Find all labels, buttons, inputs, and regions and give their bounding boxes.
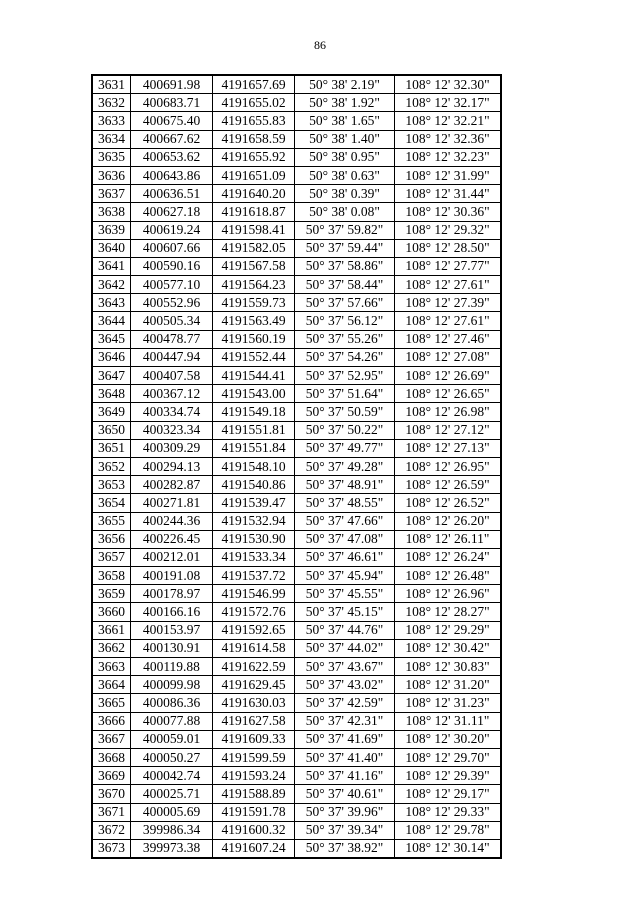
longitude-cell: 108° 12' 27.77" xyxy=(395,257,502,275)
latitude-cell: 50° 37' 48.91" xyxy=(295,476,395,494)
table-row xyxy=(92,730,501,748)
x-coordinate-cell: 400691.98 xyxy=(131,75,213,94)
latitude-cell: 50° 37' 52.95" xyxy=(295,367,395,385)
x-coordinate-cell: 400627.18 xyxy=(131,203,213,221)
table-row xyxy=(92,803,501,821)
latitude-cell: 50° 37' 48.55" xyxy=(295,494,395,512)
point-id-cell: 3632 xyxy=(92,94,131,112)
x-coordinate-cell: 400309.29 xyxy=(131,439,213,457)
latitude-cell: 50° 37' 41.69" xyxy=(295,730,395,748)
longitude-cell: 108° 12' 29.29" xyxy=(395,621,502,639)
y-coordinate-cell: 4191609.33 xyxy=(213,730,295,748)
point-id-cell: 3654 xyxy=(92,494,131,512)
y-coordinate-cell: 4191658.59 xyxy=(213,130,295,148)
table-row xyxy=(92,276,501,294)
y-coordinate-cell: 4191630.03 xyxy=(213,694,295,712)
y-coordinate-cell: 4191614.58 xyxy=(213,639,295,657)
point-id-cell: 3668 xyxy=(92,748,131,766)
point-id-cell: 3637 xyxy=(92,185,131,203)
table-row xyxy=(92,312,501,330)
longitude-cell: 108° 12' 27.08" xyxy=(395,348,502,366)
latitude-cell: 50° 37' 43.67" xyxy=(295,658,395,676)
latitude-cell: 50° 37' 39.34" xyxy=(295,821,395,839)
longitude-cell: 108° 12' 29.17" xyxy=(395,785,502,803)
x-coordinate-cell: 400005.69 xyxy=(131,803,213,821)
table-row xyxy=(92,748,501,766)
longitude-cell: 108° 12' 28.27" xyxy=(395,603,502,621)
longitude-cell: 108° 12' 26.24" xyxy=(395,548,502,566)
y-coordinate-cell: 4191592.65 xyxy=(213,621,295,639)
longitude-cell: 108° 12' 27.13" xyxy=(395,439,502,457)
y-coordinate-cell: 4191543.00 xyxy=(213,385,295,403)
x-coordinate-cell: 400478.77 xyxy=(131,330,213,348)
x-coordinate-cell: 400178.97 xyxy=(131,585,213,603)
point-id-cell: 3663 xyxy=(92,658,131,676)
latitude-cell: 50° 37' 59.44" xyxy=(295,239,395,257)
latitude-cell: 50° 37' 46.61" xyxy=(295,548,395,566)
x-coordinate-cell: 400191.08 xyxy=(131,567,213,585)
point-id-cell: 3642 xyxy=(92,276,131,294)
point-id-cell: 3655 xyxy=(92,512,131,530)
x-coordinate-cell: 400119.88 xyxy=(131,658,213,676)
page-number: 86 xyxy=(314,38,326,52)
point-id-cell: 3649 xyxy=(92,403,131,421)
y-coordinate-cell: 4191546.99 xyxy=(213,585,295,603)
x-coordinate-cell: 400607.66 xyxy=(131,239,213,257)
x-coordinate-cell: 400667.62 xyxy=(131,130,213,148)
y-coordinate-cell: 4191560.19 xyxy=(213,330,295,348)
y-coordinate-cell: 4191640.20 xyxy=(213,185,295,203)
latitude-cell: 50° 37' 54.26" xyxy=(295,348,395,366)
x-coordinate-cell: 399986.34 xyxy=(131,821,213,839)
x-coordinate-cell: 400282.87 xyxy=(131,476,213,494)
x-coordinate-cell: 400323.34 xyxy=(131,421,213,439)
longitude-cell: 108° 12' 26.20" xyxy=(395,512,502,530)
point-id-cell: 3651 xyxy=(92,439,131,457)
y-coordinate-cell: 4191593.24 xyxy=(213,767,295,785)
longitude-cell: 108° 12' 26.69" xyxy=(395,367,502,385)
coordinates-table xyxy=(91,74,502,859)
point-id-cell: 3631 xyxy=(92,75,131,94)
table-row xyxy=(92,421,501,439)
longitude-cell: 108° 12' 32.36" xyxy=(395,130,502,148)
point-id-cell: 3635 xyxy=(92,148,131,166)
y-coordinate-cell: 4191544.41 xyxy=(213,367,295,385)
longitude-cell: 108° 12' 27.12" xyxy=(395,421,502,439)
x-coordinate-cell: 400059.01 xyxy=(131,730,213,748)
longitude-cell: 108° 12' 26.11" xyxy=(395,530,502,548)
y-coordinate-cell: 4191588.89 xyxy=(213,785,295,803)
latitude-cell: 50° 37' 44.76" xyxy=(295,621,395,639)
table-row xyxy=(92,567,501,585)
table-row xyxy=(92,767,501,785)
latitude-cell: 50° 38' 1.92" xyxy=(295,94,395,112)
y-coordinate-cell: 4191567.58 xyxy=(213,257,295,275)
table-row xyxy=(92,457,501,475)
longitude-cell: 108° 12' 30.36" xyxy=(395,203,502,221)
latitude-cell: 50° 37' 47.66" xyxy=(295,512,395,530)
latitude-cell: 50° 37' 56.12" xyxy=(295,312,395,330)
y-coordinate-cell: 4191559.73 xyxy=(213,294,295,312)
latitude-cell: 50° 37' 40.61" xyxy=(295,785,395,803)
x-coordinate-cell: 400636.51 xyxy=(131,185,213,203)
latitude-cell: 50° 37' 49.28" xyxy=(295,457,395,475)
y-coordinate-cell: 4191618.87 xyxy=(213,203,295,221)
latitude-cell: 50° 37' 44.02" xyxy=(295,639,395,657)
point-id-cell: 3659 xyxy=(92,585,131,603)
longitude-cell: 108° 12' 29.33" xyxy=(395,803,502,821)
y-coordinate-cell: 4191599.59 xyxy=(213,748,295,766)
point-id-cell: 3666 xyxy=(92,712,131,730)
y-coordinate-cell: 4191651.09 xyxy=(213,166,295,184)
longitude-cell: 108° 12' 29.39" xyxy=(395,767,502,785)
latitude-cell: 50° 37' 45.15" xyxy=(295,603,395,621)
table-row xyxy=(92,839,501,858)
x-coordinate-cell: 400271.81 xyxy=(131,494,213,512)
longitude-cell: 108° 12' 30.83" xyxy=(395,658,502,676)
y-coordinate-cell: 4191563.49 xyxy=(213,312,295,330)
x-coordinate-cell: 400505.34 xyxy=(131,312,213,330)
latitude-cell: 50° 37' 42.59" xyxy=(295,694,395,712)
longitude-cell: 108° 12' 26.98" xyxy=(395,403,502,421)
point-id-cell: 3670 xyxy=(92,785,131,803)
table-row xyxy=(92,221,501,239)
table-row xyxy=(92,239,501,257)
latitude-cell: 50° 37' 55.26" xyxy=(295,330,395,348)
x-coordinate-cell: 400086.36 xyxy=(131,694,213,712)
longitude-cell: 108° 12' 32.21" xyxy=(395,112,502,130)
y-coordinate-cell: 4191629.45 xyxy=(213,676,295,694)
y-coordinate-cell: 4191549.18 xyxy=(213,403,295,421)
x-coordinate-cell: 400077.88 xyxy=(131,712,213,730)
y-coordinate-cell: 4191607.24 xyxy=(213,839,295,858)
latitude-cell: 50° 38' 1.65" xyxy=(295,112,395,130)
longitude-cell: 108° 12' 27.39" xyxy=(395,294,502,312)
table-row xyxy=(92,821,501,839)
point-id-cell: 3643 xyxy=(92,294,131,312)
x-coordinate-cell: 399973.38 xyxy=(131,839,213,858)
x-coordinate-cell: 400590.16 xyxy=(131,257,213,275)
x-coordinate-cell: 400643.86 xyxy=(131,166,213,184)
longitude-cell: 108° 12' 30.14" xyxy=(395,839,502,858)
point-id-cell: 3669 xyxy=(92,767,131,785)
y-coordinate-cell: 4191598.41 xyxy=(213,221,295,239)
longitude-cell: 108° 12' 27.61" xyxy=(395,276,502,294)
table-row xyxy=(92,148,501,166)
latitude-cell: 50° 38' 0.08" xyxy=(295,203,395,221)
longitude-cell: 108° 12' 26.96" xyxy=(395,585,502,603)
x-coordinate-cell: 400130.91 xyxy=(131,639,213,657)
table-row xyxy=(92,75,501,94)
table-row xyxy=(92,476,501,494)
x-coordinate-cell: 400212.01 xyxy=(131,548,213,566)
longitude-cell: 108° 12' 26.48" xyxy=(395,567,502,585)
table-row xyxy=(92,494,501,512)
longitude-cell: 108° 12' 29.78" xyxy=(395,821,502,839)
x-coordinate-cell: 400619.24 xyxy=(131,221,213,239)
y-coordinate-cell: 4191591.78 xyxy=(213,803,295,821)
x-coordinate-cell: 400447.94 xyxy=(131,348,213,366)
y-coordinate-cell: 4191572.76 xyxy=(213,603,295,621)
x-coordinate-cell: 400025.71 xyxy=(131,785,213,803)
longitude-cell: 108° 12' 31.44" xyxy=(395,185,502,203)
y-coordinate-cell: 4191582.05 xyxy=(213,239,295,257)
longitude-cell: 108° 12' 26.52" xyxy=(395,494,502,512)
point-id-cell: 3634 xyxy=(92,130,131,148)
x-coordinate-cell: 400042.74 xyxy=(131,767,213,785)
table-row xyxy=(92,385,501,403)
table-row xyxy=(92,785,501,803)
coordinates-table-body xyxy=(92,75,501,858)
y-coordinate-cell: 4191627.58 xyxy=(213,712,295,730)
longitude-cell: 108° 12' 32.17" xyxy=(395,94,502,112)
x-coordinate-cell: 400367.12 xyxy=(131,385,213,403)
latitude-cell: 50° 37' 39.96" xyxy=(295,803,395,821)
x-coordinate-cell: 400050.27 xyxy=(131,748,213,766)
longitude-cell: 108° 12' 30.20" xyxy=(395,730,502,748)
latitude-cell: 50° 38' 2.19" xyxy=(295,75,395,94)
point-id-cell: 3636 xyxy=(92,166,131,184)
latitude-cell: 50° 38' 0.39" xyxy=(295,185,395,203)
latitude-cell: 50° 37' 42.31" xyxy=(295,712,395,730)
latitude-cell: 50° 37' 41.40" xyxy=(295,748,395,766)
point-id-cell: 3653 xyxy=(92,476,131,494)
point-id-cell: 3657 xyxy=(92,548,131,566)
longitude-cell: 108° 12' 27.61" xyxy=(395,312,502,330)
y-coordinate-cell: 4191551.84 xyxy=(213,439,295,457)
y-coordinate-cell: 4191530.90 xyxy=(213,530,295,548)
point-id-cell: 3662 xyxy=(92,639,131,657)
longitude-cell: 108° 12' 29.32" xyxy=(395,221,502,239)
point-id-cell: 3656 xyxy=(92,530,131,548)
longitude-cell: 108° 12' 26.65" xyxy=(395,385,502,403)
point-id-cell: 3648 xyxy=(92,385,131,403)
table-row xyxy=(92,639,501,657)
table-row xyxy=(92,330,501,348)
x-coordinate-cell: 400099.98 xyxy=(131,676,213,694)
table-row xyxy=(92,367,501,385)
point-id-cell: 3672 xyxy=(92,821,131,839)
latitude-cell: 50° 37' 50.22" xyxy=(295,421,395,439)
point-id-cell: 3647 xyxy=(92,367,131,385)
latitude-cell: 50° 37' 43.02" xyxy=(295,676,395,694)
latitude-cell: 50° 37' 41.16" xyxy=(295,767,395,785)
latitude-cell: 50° 37' 57.66" xyxy=(295,294,395,312)
y-coordinate-cell: 4191532.94 xyxy=(213,512,295,530)
x-coordinate-cell: 400166.16 xyxy=(131,603,213,621)
point-id-cell: 3633 xyxy=(92,112,131,130)
table-row xyxy=(92,348,501,366)
x-coordinate-cell: 400334.74 xyxy=(131,403,213,421)
point-id-cell: 3646 xyxy=(92,348,131,366)
point-id-cell: 3673 xyxy=(92,839,131,858)
latitude-cell: 50° 38' 0.63" xyxy=(295,166,395,184)
table-row xyxy=(92,94,501,112)
table-row xyxy=(92,185,501,203)
longitude-cell: 108° 12' 26.95" xyxy=(395,457,502,475)
table-row xyxy=(92,548,501,566)
point-id-cell: 3644 xyxy=(92,312,131,330)
latitude-cell: 50° 37' 45.94" xyxy=(295,567,395,585)
x-coordinate-cell: 400675.40 xyxy=(131,112,213,130)
y-coordinate-cell: 4191539.47 xyxy=(213,494,295,512)
table-row xyxy=(92,130,501,148)
table-row xyxy=(92,439,501,457)
latitude-cell: 50° 38' 1.40" xyxy=(295,130,395,148)
x-coordinate-cell: 400683.71 xyxy=(131,94,213,112)
point-id-cell: 3671 xyxy=(92,803,131,821)
table-row xyxy=(92,403,501,421)
point-id-cell: 3667 xyxy=(92,730,131,748)
table-row xyxy=(92,694,501,712)
table-row xyxy=(92,203,501,221)
x-coordinate-cell: 400407.58 xyxy=(131,367,213,385)
table-row xyxy=(92,112,501,130)
table-row xyxy=(92,257,501,275)
latitude-cell: 50° 37' 58.86" xyxy=(295,257,395,275)
table-row xyxy=(92,166,501,184)
y-coordinate-cell: 4191533.34 xyxy=(213,548,295,566)
latitude-cell: 50° 37' 51.64" xyxy=(295,385,395,403)
y-coordinate-cell: 4191655.83 xyxy=(213,112,295,130)
point-id-cell: 3661 xyxy=(92,621,131,639)
table-row xyxy=(92,585,501,603)
x-coordinate-cell: 400226.45 xyxy=(131,530,213,548)
latitude-cell: 50° 37' 47.08" xyxy=(295,530,395,548)
point-id-cell: 3652 xyxy=(92,457,131,475)
table-row xyxy=(92,621,501,639)
point-id-cell: 3639 xyxy=(92,221,131,239)
y-coordinate-cell: 4191657.69 xyxy=(213,75,295,94)
longitude-cell: 108° 12' 29.70" xyxy=(395,748,502,766)
y-coordinate-cell: 4191552.44 xyxy=(213,348,295,366)
longitude-cell: 108° 12' 32.23" xyxy=(395,148,502,166)
longitude-cell: 108° 12' 27.46" xyxy=(395,330,502,348)
y-coordinate-cell: 4191600.32 xyxy=(213,821,295,839)
table-row xyxy=(92,512,501,530)
y-coordinate-cell: 4191540.86 xyxy=(213,476,295,494)
x-coordinate-cell: 400294.13 xyxy=(131,457,213,475)
x-coordinate-cell: 400244.36 xyxy=(131,512,213,530)
latitude-cell: 50° 37' 50.59" xyxy=(295,403,395,421)
y-coordinate-cell: 4191564.23 xyxy=(213,276,295,294)
point-id-cell: 3650 xyxy=(92,421,131,439)
point-id-cell: 3664 xyxy=(92,676,131,694)
x-coordinate-cell: 400653.62 xyxy=(131,148,213,166)
table-row xyxy=(92,712,501,730)
table-row xyxy=(92,294,501,312)
table-row xyxy=(92,530,501,548)
latitude-cell: 50° 37' 38.92" xyxy=(295,839,395,858)
x-coordinate-cell: 400552.96 xyxy=(131,294,213,312)
latitude-cell: 50° 37' 59.82" xyxy=(295,221,395,239)
y-coordinate-cell: 4191551.81 xyxy=(213,421,295,439)
point-id-cell: 3640 xyxy=(92,239,131,257)
point-id-cell: 3638 xyxy=(92,203,131,221)
y-coordinate-cell: 4191655.92 xyxy=(213,148,295,166)
point-id-cell: 3641 xyxy=(92,257,131,275)
latitude-cell: 50° 37' 58.44" xyxy=(295,276,395,294)
y-coordinate-cell: 4191622.59 xyxy=(213,658,295,676)
y-coordinate-cell: 4191537.72 xyxy=(213,567,295,585)
latitude-cell: 50° 37' 45.55" xyxy=(295,585,395,603)
point-id-cell: 3658 xyxy=(92,567,131,585)
longitude-cell: 108° 12' 26.59" xyxy=(395,476,502,494)
x-coordinate-cell: 400153.97 xyxy=(131,621,213,639)
point-id-cell: 3660 xyxy=(92,603,131,621)
longitude-cell: 108° 12' 31.99" xyxy=(395,166,502,184)
latitude-cell: 50° 38' 0.95" xyxy=(295,148,395,166)
longitude-cell: 108° 12' 32.30" xyxy=(395,75,502,94)
y-coordinate-cell: 4191655.02 xyxy=(213,94,295,112)
latitude-cell: 50° 37' 49.77" xyxy=(295,439,395,457)
table-row xyxy=(92,676,501,694)
longitude-cell: 108° 12' 28.50" xyxy=(395,239,502,257)
table-row xyxy=(92,658,501,676)
x-coordinate-cell: 400577.10 xyxy=(131,276,213,294)
table-row xyxy=(92,603,501,621)
y-coordinate-cell: 4191548.10 xyxy=(213,457,295,475)
longitude-cell: 108° 12' 30.42" xyxy=(395,639,502,657)
longitude-cell: 108° 12' 31.23" xyxy=(395,694,502,712)
point-id-cell: 3665 xyxy=(92,694,131,712)
longitude-cell: 108° 12' 31.11" xyxy=(395,712,502,730)
longitude-cell: 108° 12' 31.20" xyxy=(395,676,502,694)
point-id-cell: 3645 xyxy=(92,330,131,348)
